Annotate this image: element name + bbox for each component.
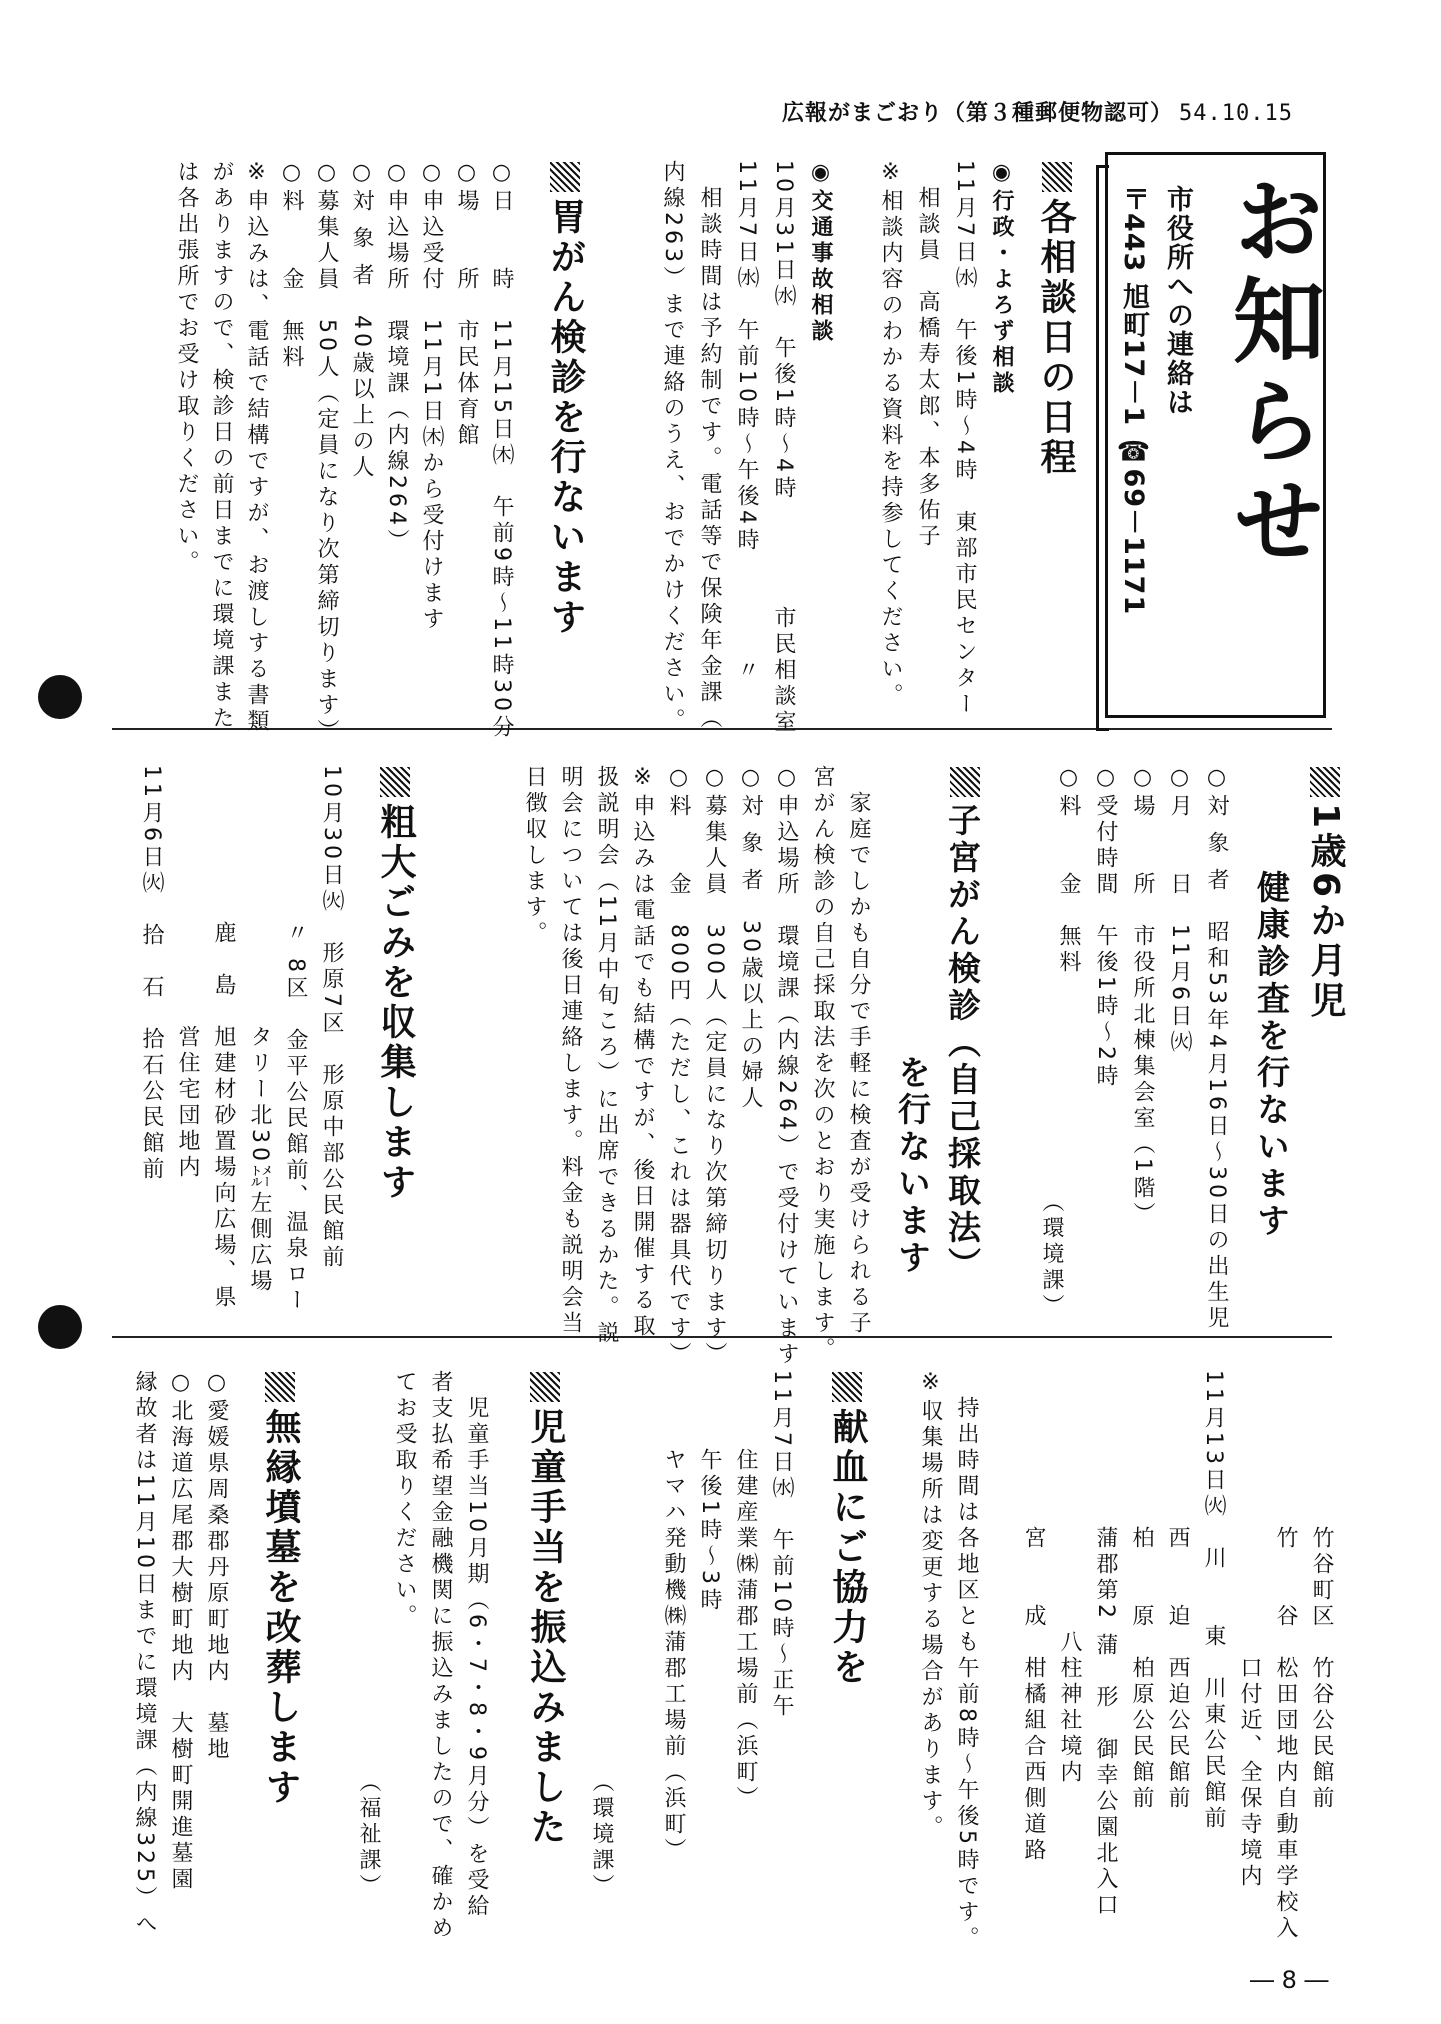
section-heading: 無縁墳墓を改葬します (260, 1408, 301, 1808)
screening-line: ○場 所 市民体育館 (454, 160, 479, 449)
grave-line: 縁故者は11月10日までに環境課（内線325）へ (132, 1370, 157, 1938)
consult-line: ◉交通事故相談 (808, 160, 833, 345)
department-note: （環境課） (1039, 1190, 1064, 1320)
collection-line: 11月6日㈫ 拾 石 拾石公民館前 (139, 765, 164, 1183)
screening-line: ○対 象 者 40歳以上の人 (349, 160, 374, 481)
collection-line: 竹 谷 松田団地内自動車学校入 (1273, 1370, 1298, 1942)
donation-line: 午後1時～3時 (697, 1370, 722, 1614)
section-heading: 胃がん検診を行ないます (545, 198, 586, 638)
screening-line: ○募集人員 50人（定員になり次第締切ります） (314, 160, 339, 745)
donation-line: 住建産業㈱蒲郡工場前（浜町） (733, 1370, 758, 1812)
screening-line: は各出張所でお受け取りください。 (174, 160, 199, 576)
collection-line: ※収集場所は変更する場合があります。 (918, 1370, 943, 1841)
checkup-line: ○月 日 11月6日㈫ (1167, 765, 1192, 1056)
notice-title-box (1105, 152, 1326, 718)
screening-line: ○料 金 800円（ただし、これは器具代です） (666, 765, 691, 1368)
consult-line: 相談員 高橋寿太郎、本多佑子 (915, 160, 940, 550)
heading-hatch-mark (550, 162, 580, 192)
screening-line: 宮がん検診の自己採取法を次のとおり実施します。 (810, 765, 835, 1363)
screening-line: ※申込みは、電話で結構ですが、お渡しする書類 (244, 160, 269, 735)
allowance-line: 児童手当10月期（6・7・8・9月分）を受給 (464, 1370, 489, 1920)
grave-line: ○北海道広尾郡大樹町地内 大樹町開進墓園 (168, 1370, 193, 1893)
section-subheading: を行ないます (893, 1055, 932, 1277)
consult-line: 11月7日㈬ 午後1時～4時 東部市民センター (952, 160, 977, 718)
screening-line: 扱説明会（11月中旬ころ）に出席できるかた。説 (594, 765, 619, 1347)
consult-line: 10月31日㈬ 午後1時～4時 市民相談室 (771, 160, 796, 736)
section-heading: 献血にご協力を (827, 1408, 868, 1688)
screening-line: ○対 象 者 30歳以上の婦人 (738, 765, 763, 1112)
heading-hatch-mark (265, 1372, 295, 1402)
checkup-line: ○場 所 市役所北棟集会室（1階） (1130, 765, 1155, 1228)
section-divider (112, 728, 1332, 730)
collection-line: 口付近、全保寺境内 (1237, 1370, 1262, 1890)
section-heading: 1歳6か月児 (1305, 803, 1346, 1022)
department-note: （環境課） (589, 1770, 614, 1900)
department-note: （福祉課） (356, 1770, 381, 1900)
screening-line: ○募集人員 300人（定員になり次第締切ります） (702, 765, 727, 1368)
consult-line: 11月7日㈬ 午前10時～午後4時 〃 (734, 160, 759, 684)
issue-date: 54.10.15 (1179, 101, 1293, 126)
binder-hole (38, 675, 82, 719)
consult-line: ※相談内容のわかる資料を持参してください。 (878, 160, 903, 709)
collection-line: 八柱神社境内 (1057, 1370, 1082, 1786)
page-number: ― 8 ― (1250, 1966, 1329, 1994)
heading-hatch-mark (832, 1372, 862, 1402)
heading-hatch-mark (950, 767, 980, 797)
contact-heading: 市役所への連絡は (1162, 185, 1193, 417)
section-subheading: 健康診査を行ないます (1252, 870, 1291, 1240)
collection-line: 竹谷町区 竹谷公民館前 (1309, 1370, 1334, 1812)
collection-line: 〃 8区 金平公民館前、温泉ロー (283, 765, 308, 1314)
collection-line: 柏 原 柏原公民館前 (1129, 1370, 1154, 1812)
collection-line: 10月30日㈫ 形原7区 形原中部公民館前 (319, 765, 344, 1271)
screening-line: 家庭でしかも自分で手軽に検査が受けられる子 (846, 765, 871, 1337)
collection-line: 11月13日㈫ 川 東 川東公民館前 (1201, 1370, 1226, 1832)
screening-line: 日徴収します。 (522, 765, 547, 947)
collection-line: 西 迫 西迫公民館前 (1165, 1370, 1190, 1812)
collection-line: 鹿 島 旭建材砂置場向広場、県 (211, 765, 236, 1311)
consult-line: ◉行政・よろず相談 (989, 160, 1014, 397)
allowance-line: てお受取りください。 (392, 1370, 417, 1630)
heading-hatch-mark (1042, 162, 1072, 192)
heading-hatch-mark (530, 1372, 560, 1402)
screening-line: ○申込受付 11月1日㈭から受付けます (419, 160, 444, 633)
allowance-line: 者支払希望金融機関に振込みましたので、確かめ (428, 1370, 453, 1942)
section-heading: 子宮がん検診（自己採取法） (943, 803, 982, 1284)
binder-hole (38, 1305, 82, 1349)
collection-line: 営住宅団地内 (175, 765, 200, 1181)
section-heading: 各相談日の日程 (1035, 198, 1076, 478)
screening-line: がありますので、検診日の前日までに環境課また (209, 160, 234, 732)
grave-line: ○愛媛県周桑郡丹原町地内 墓地 (204, 1370, 229, 1763)
contact-address: 〒443 旭町17－1 ☎69－1171 (1118, 185, 1149, 616)
donation-line: ヤマハ発動機㈱蒲郡工場前（浜町） (661, 1370, 686, 1864)
screening-line: ○料 金 無料 (279, 160, 304, 371)
checkup-line: ○対 象 者 昭和53年4月16日～30日の出生児 (1204, 765, 1229, 1332)
consult-line: 相談時間は予約制です。電話等で保険年金課（ (697, 160, 722, 732)
collection-line: タリー北30㍍左側広場 (247, 765, 272, 1295)
consult-line: 内線263）まで連絡のうえ、おでかけください。 (660, 160, 685, 734)
section-heading: 粗大ごみを収集します (375, 803, 416, 1203)
screening-line: ○日 時 11月15日㈭ 午前9時～11時30分 (489, 160, 514, 741)
screening-line: ※申込みは電話でも結構ですが、後日開催する取 (630, 765, 655, 1340)
heading-hatch-mark (380, 767, 410, 797)
checkup-line: ○料 金 無料 (1056, 765, 1081, 976)
collection-line: 持出時間は各地区とも午前8時～午後5時です。 (954, 1370, 979, 1952)
notice-title: お知らせ (1218, 173, 1325, 573)
checkup-line: ○受付時間 午後1時～2時 (1093, 765, 1118, 1090)
heading-hatch-mark (1310, 767, 1340, 797)
collection-line: 蒲郡第2 蒲 形 御幸公園北入口 (1093, 1370, 1118, 1919)
screening-line: 明会については後日連絡します。料金も説明会当 (558, 765, 583, 1337)
donation-line: 11月7日㈬ 午前10時～正午 (769, 1370, 794, 1720)
screening-line: ○申込場所 環境課（内線264）で受付けています (774, 765, 799, 1368)
masthead-title: 広報がまごおり（第３種郵便物認可） (782, 101, 1174, 126)
collection-line: 宮 成 柑橘組合西側道路 (1021, 1370, 1046, 1864)
screening-line: ○申込場所 環境課（内線264） (384, 160, 409, 555)
section-heading: 児童手当を振込みました (525, 1408, 566, 1848)
masthead (782, 96, 1293, 127)
